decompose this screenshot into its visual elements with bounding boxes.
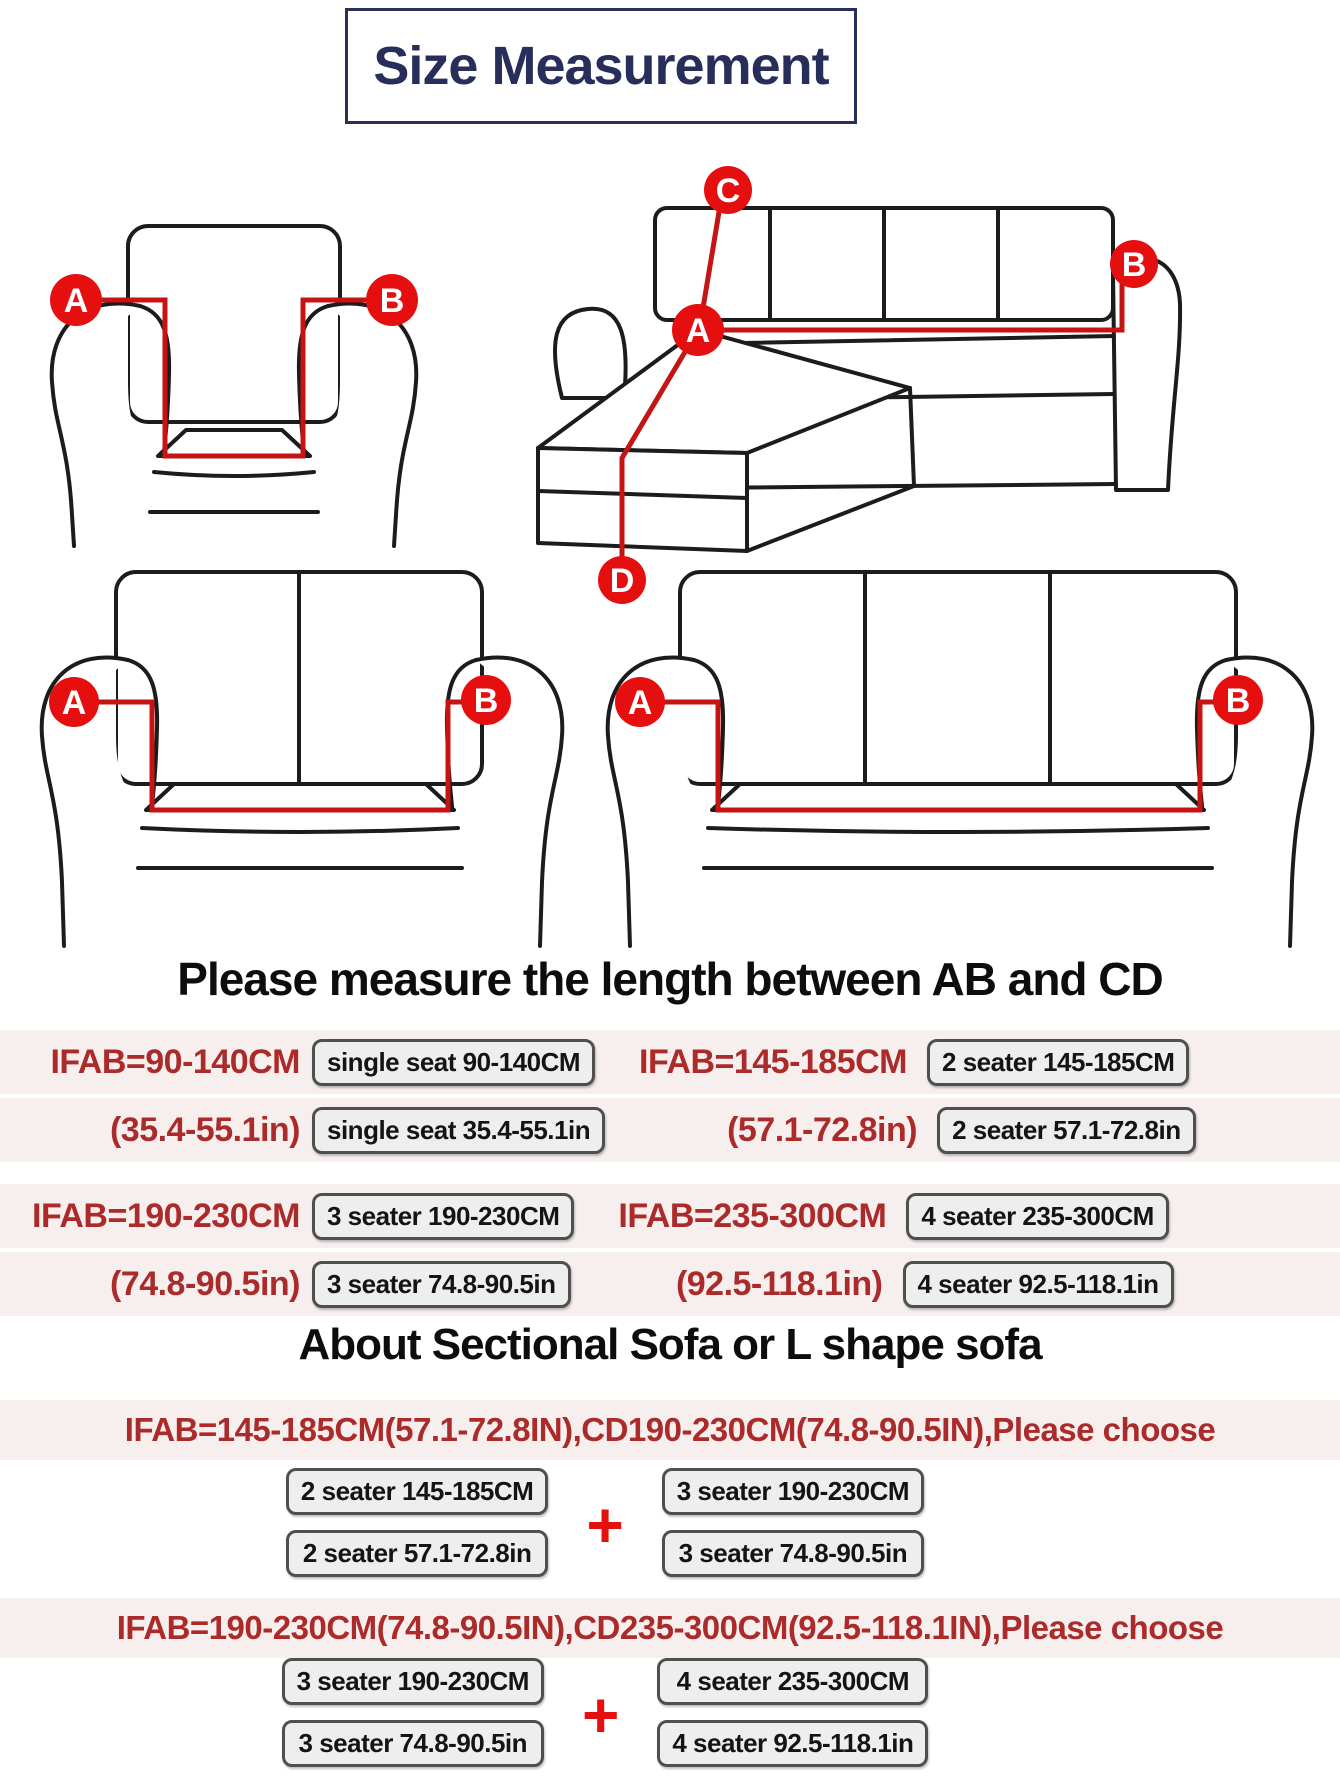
three-seater-diagram [584, 552, 1336, 948]
svg-text:A: A [63, 282, 89, 320]
svg-text:A: A [685, 312, 711, 350]
size-label: (57.1-72.8in) [727, 1110, 918, 1149]
marker-c-icon [704, 166, 752, 214]
size-box: 3 seater 190-230CM [312, 1193, 574, 1240]
size-box: 2 seater 145-185CM [286, 1468, 548, 1515]
size-label: IFAB=90-140CM [50, 1042, 300, 1081]
size-box: 3 seater 74.8-90.5in [282, 1720, 544, 1767]
marker-a-icon [49, 677, 99, 727]
sectional-condition: IFAB=145-185CM(57.1-72.8IN),CD190-230CM(74.8-90.5IN),Please choose [0, 1400, 1340, 1460]
size-label: IFAB=190-230CM [32, 1196, 300, 1235]
sectional-condition: IFAB=190-230CM(74.8-90.5IN),CD235-300CM(92.5-118.1IN),Please choose [0, 1598, 1340, 1658]
marker-b-icon [366, 274, 418, 326]
svg-text:D: D [609, 562, 635, 600]
size-label: IFAB=145-185CM [639, 1042, 908, 1081]
loveseat-diagram [18, 552, 586, 948]
armchair-diagram [28, 210, 440, 548]
combo-left-column [282, 1658, 544, 1767]
svg-text:C: C [715, 172, 741, 210]
size-box: single seat 90-140CM [312, 1039, 595, 1086]
marker-b-icon [1213, 675, 1263, 725]
plus-icon: + [586, 1488, 624, 1561]
size-row [0, 1030, 1340, 1094]
size-box: single seat 35.4-55.1in [312, 1107, 605, 1154]
size-box: 4 seater 235-300CM [906, 1193, 1168, 1240]
size-label: (92.5-118.1in) [675, 1264, 883, 1303]
size-box: 3 seater 74.8-90.5in [312, 1261, 571, 1308]
size-row [0, 1252, 1340, 1316]
combo-right-column [662, 1468, 924, 1577]
size-box: 4 seater 92.5-118.1in [657, 1720, 928, 1767]
title-box [345, 8, 857, 124]
sectional-sofa-diagram [448, 146, 1190, 604]
svg-text:B: B [1121, 246, 1147, 284]
combo-group [0, 1658, 1210, 1767]
size-box: 2 seater 57.1-72.8in [937, 1107, 1196, 1154]
combo-left-column [286, 1468, 548, 1577]
svg-text:B: B [379, 282, 405, 320]
three-seater-back [680, 572, 1236, 784]
marker-a-icon [50, 274, 102, 326]
size-row [0, 1184, 1340, 1248]
page-title: Size Measurement [373, 36, 829, 96]
size-label: (35.4-55.1in) [109, 1110, 300, 1149]
size-box: 2 seater 145-185CM [927, 1039, 1189, 1086]
size-box: 3 seater 74.8-90.5in [662, 1530, 924, 1577]
marker-b-icon [1110, 240, 1158, 288]
sectional-left-arm-roll [555, 309, 626, 398]
svg-text:A: A [61, 684, 87, 722]
size-label: IFAB=235-300CM [618, 1196, 887, 1235]
svg-text:B: B [473, 682, 499, 720]
armchair-seat [158, 430, 310, 456]
combo-right-column [657, 1658, 928, 1767]
combo-group [0, 1468, 1210, 1577]
size-row [0, 1098, 1340, 1162]
marker-a-icon [672, 304, 724, 356]
svg-text:A: A [627, 684, 653, 722]
svg-text:B: B [1225, 682, 1251, 720]
measure-heading: Please measure the length between AB and CD [177, 953, 1163, 1005]
size-box: 4 seater 235-300CM [657, 1658, 928, 1705]
size-box: 4 seater 92.5-118.1in [903, 1261, 1174, 1308]
sectional-heading: About Sectional Sofa or L shape sofa [298, 1320, 1042, 1369]
marker-a-icon [615, 677, 665, 727]
plus-icon: + [581, 1678, 620, 1751]
size-box: 2 seater 57.1-72.8in [286, 1530, 548, 1577]
size-box: 3 seater 190-230CM [282, 1658, 544, 1705]
marker-b-icon [461, 675, 511, 725]
loveseat-seat [146, 784, 454, 810]
chaise-end [538, 448, 747, 551]
three-seater-seat [712, 784, 1204, 810]
size-label: (74.8-90.5in) [109, 1264, 300, 1303]
size-box: 3 seater 190-230CM [662, 1468, 924, 1515]
